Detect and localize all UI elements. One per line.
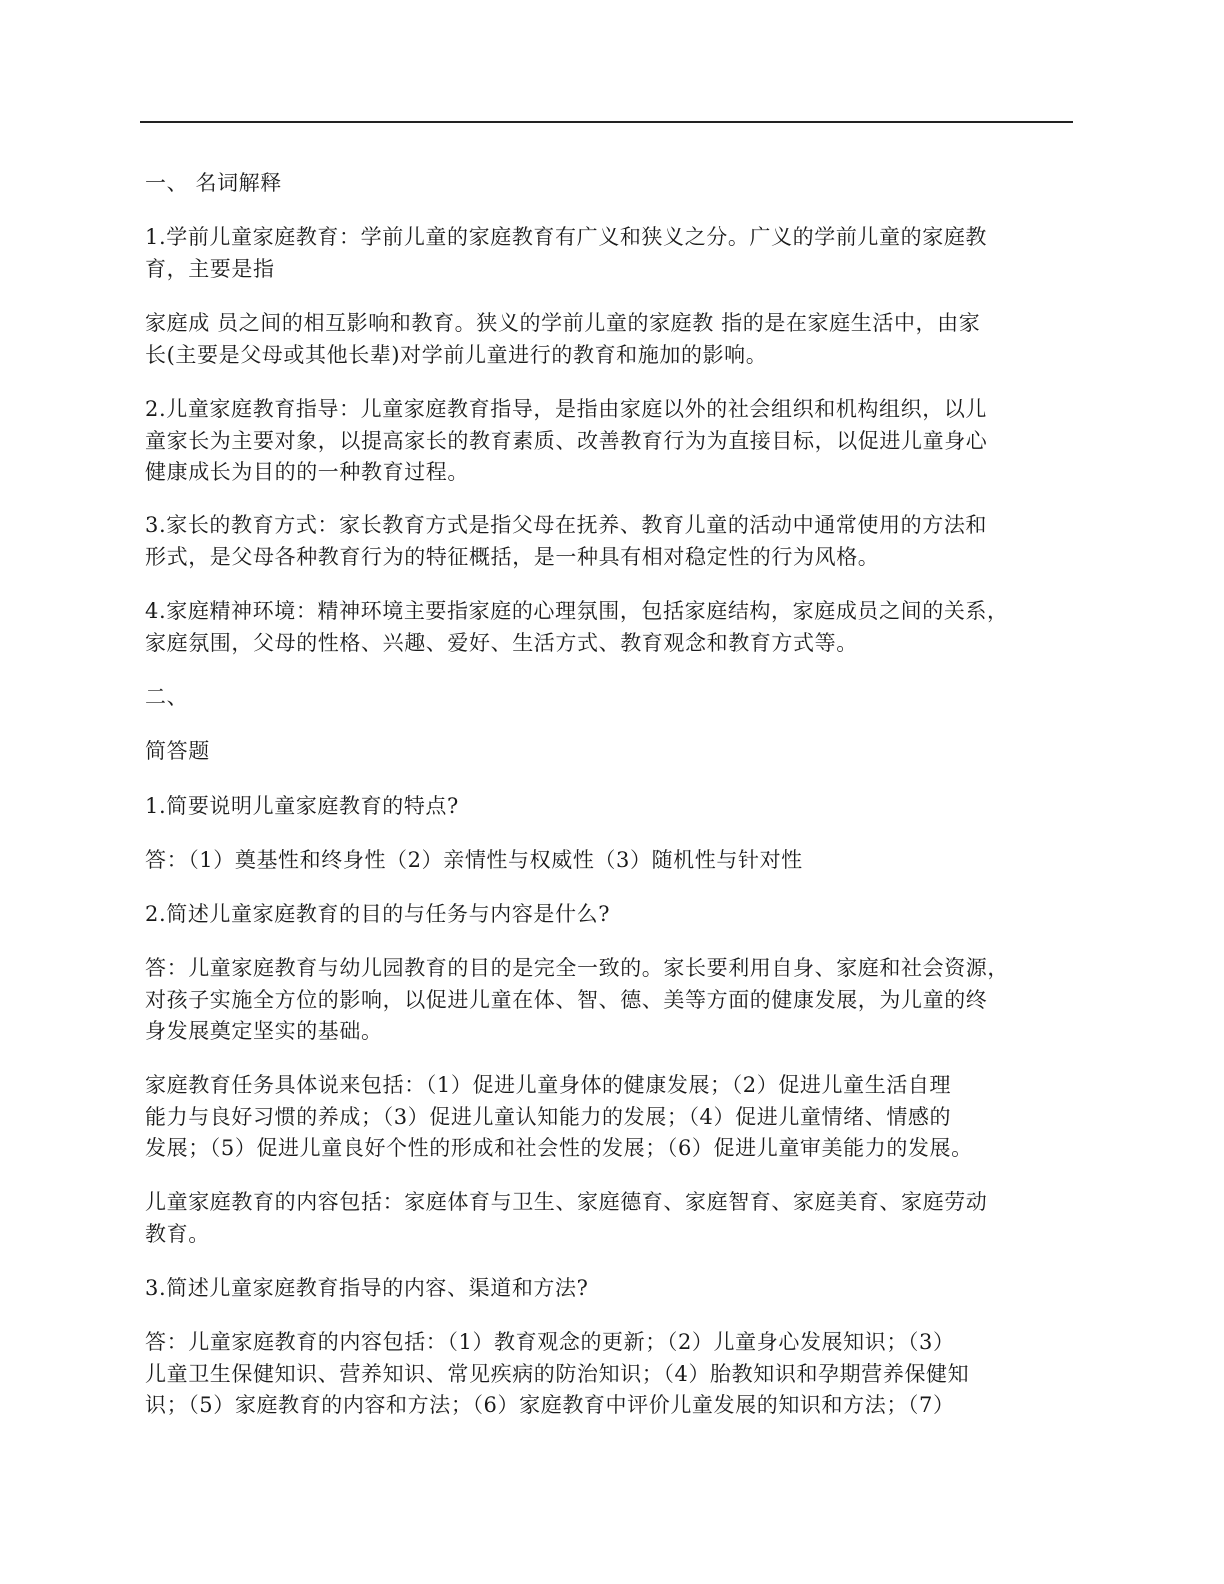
answer-line: 对孩子实施全方位的影响，以促进儿童在体、智、德、美等方面的健康发展，为儿童的终 xyxy=(145,988,988,1012)
paragraph-line: 形式，是父母各种教育行为的特征概括，是一种具有相对稳定性的行为风格。 xyxy=(145,545,880,569)
paragraph-line: 家庭氛围，父母的性格、兴趣、爱好、生活方式、教育观念和教育方式等。 xyxy=(145,631,858,655)
answer-line: 答：儿童家庭教育与幼儿园教育的目的是完全一致的。家长要利用自身、家庭和社会资源， xyxy=(145,956,1009,980)
paragraph-line: 1.学前儿童家庭教育：学前儿童的家庭教育有广义和狭义之分。广义的学前儿童的家庭教 xyxy=(145,225,988,249)
section-heading-1: 一、 名词解释 xyxy=(145,171,282,195)
section-heading-2: 二、 xyxy=(145,685,189,709)
paragraph-line: 4.家庭精神环境：精神环境主要指家庭的心理氛围，包括家庭结构，家庭成员之间的关系， xyxy=(145,599,1009,623)
answer-line: 儿童卫生保健知识、营养知识、常见疾病的防治知识；（4）胎教知识和孕期营养保健知 xyxy=(145,1362,970,1386)
question-line: 3.简述儿童家庭教育指导的内容、渠道和方法? xyxy=(145,1276,589,1300)
paragraph-line: 家庭成 员之间的相互影响和教育。狭义的学前儿童的家庭教 指的是在家庭生活中，由家 xyxy=(145,311,981,335)
paragraph-line: 育，主要是指 xyxy=(145,257,275,281)
paragraph-line: 教育。 xyxy=(145,1222,210,1246)
question-line: 1.简要说明儿童家庭教育的特点? xyxy=(145,794,459,818)
answer-line: 答：儿童家庭教育的内容包括：（1）教育观念的更新；（2）儿童身心发展知识；（3） xyxy=(145,1330,955,1354)
question-line: 2.简述儿童家庭教育的目的与任务与内容是什么? xyxy=(145,902,611,926)
answer-line: 身发展奠定坚实的基础。 xyxy=(145,1019,383,1043)
section-heading-2-title: 简答题 xyxy=(145,739,210,763)
paragraph-line: 3.家长的教育方式：家长教育方式是指父母在抚养、教育儿童的活动中通常使用的方法和 xyxy=(145,513,988,537)
paragraph-line: 发展；（5）促进儿童良好个性的形成和社会性的发展；（6）促进儿童审美能力的发展。 xyxy=(145,1136,973,1160)
paragraph-line: 家庭教育任务具体说来包括：（1）促进儿童身体的健康发展；（2）促进儿童生活自理 xyxy=(145,1073,952,1097)
answer-line: 识；（5）家庭教育的内容和方法；（6）家庭教育中评价儿童发展的知识和方法；（7） xyxy=(145,1393,955,1417)
paragraph-line: 童家长为主要对象，以提高家长的教育素质、改善教育行为为直接目标，以促进儿童身心 xyxy=(145,429,988,453)
paragraph-line: 长(主要是父母或其他长辈)对学前儿童进行的教育和施加的影响。 xyxy=(145,343,768,367)
paragraph-line: 儿童家庭教育的内容包括：家庭体育与卫生、家庭德育、家庭智育、家庭美育、家庭劳动 xyxy=(145,1190,988,1214)
answer-line: 答：（1）奠基性和终身性（2）亲情性与权威性（3）随机性与针对性 xyxy=(145,848,803,872)
paragraph-line: 健康成长为目的的一种教育过程。 xyxy=(145,460,469,484)
paragraph-line: 能力与良好习惯的养成；（3）促进儿童认知能力的发展；（4）促进儿童情绪、情感的 xyxy=(145,1105,952,1129)
paragraph-line: 2.儿童家庭教育指导：儿童家庭教育指导，是指由家庭以外的社会组织和机构组织，以儿 xyxy=(145,397,988,421)
header-rule xyxy=(140,121,1073,123)
